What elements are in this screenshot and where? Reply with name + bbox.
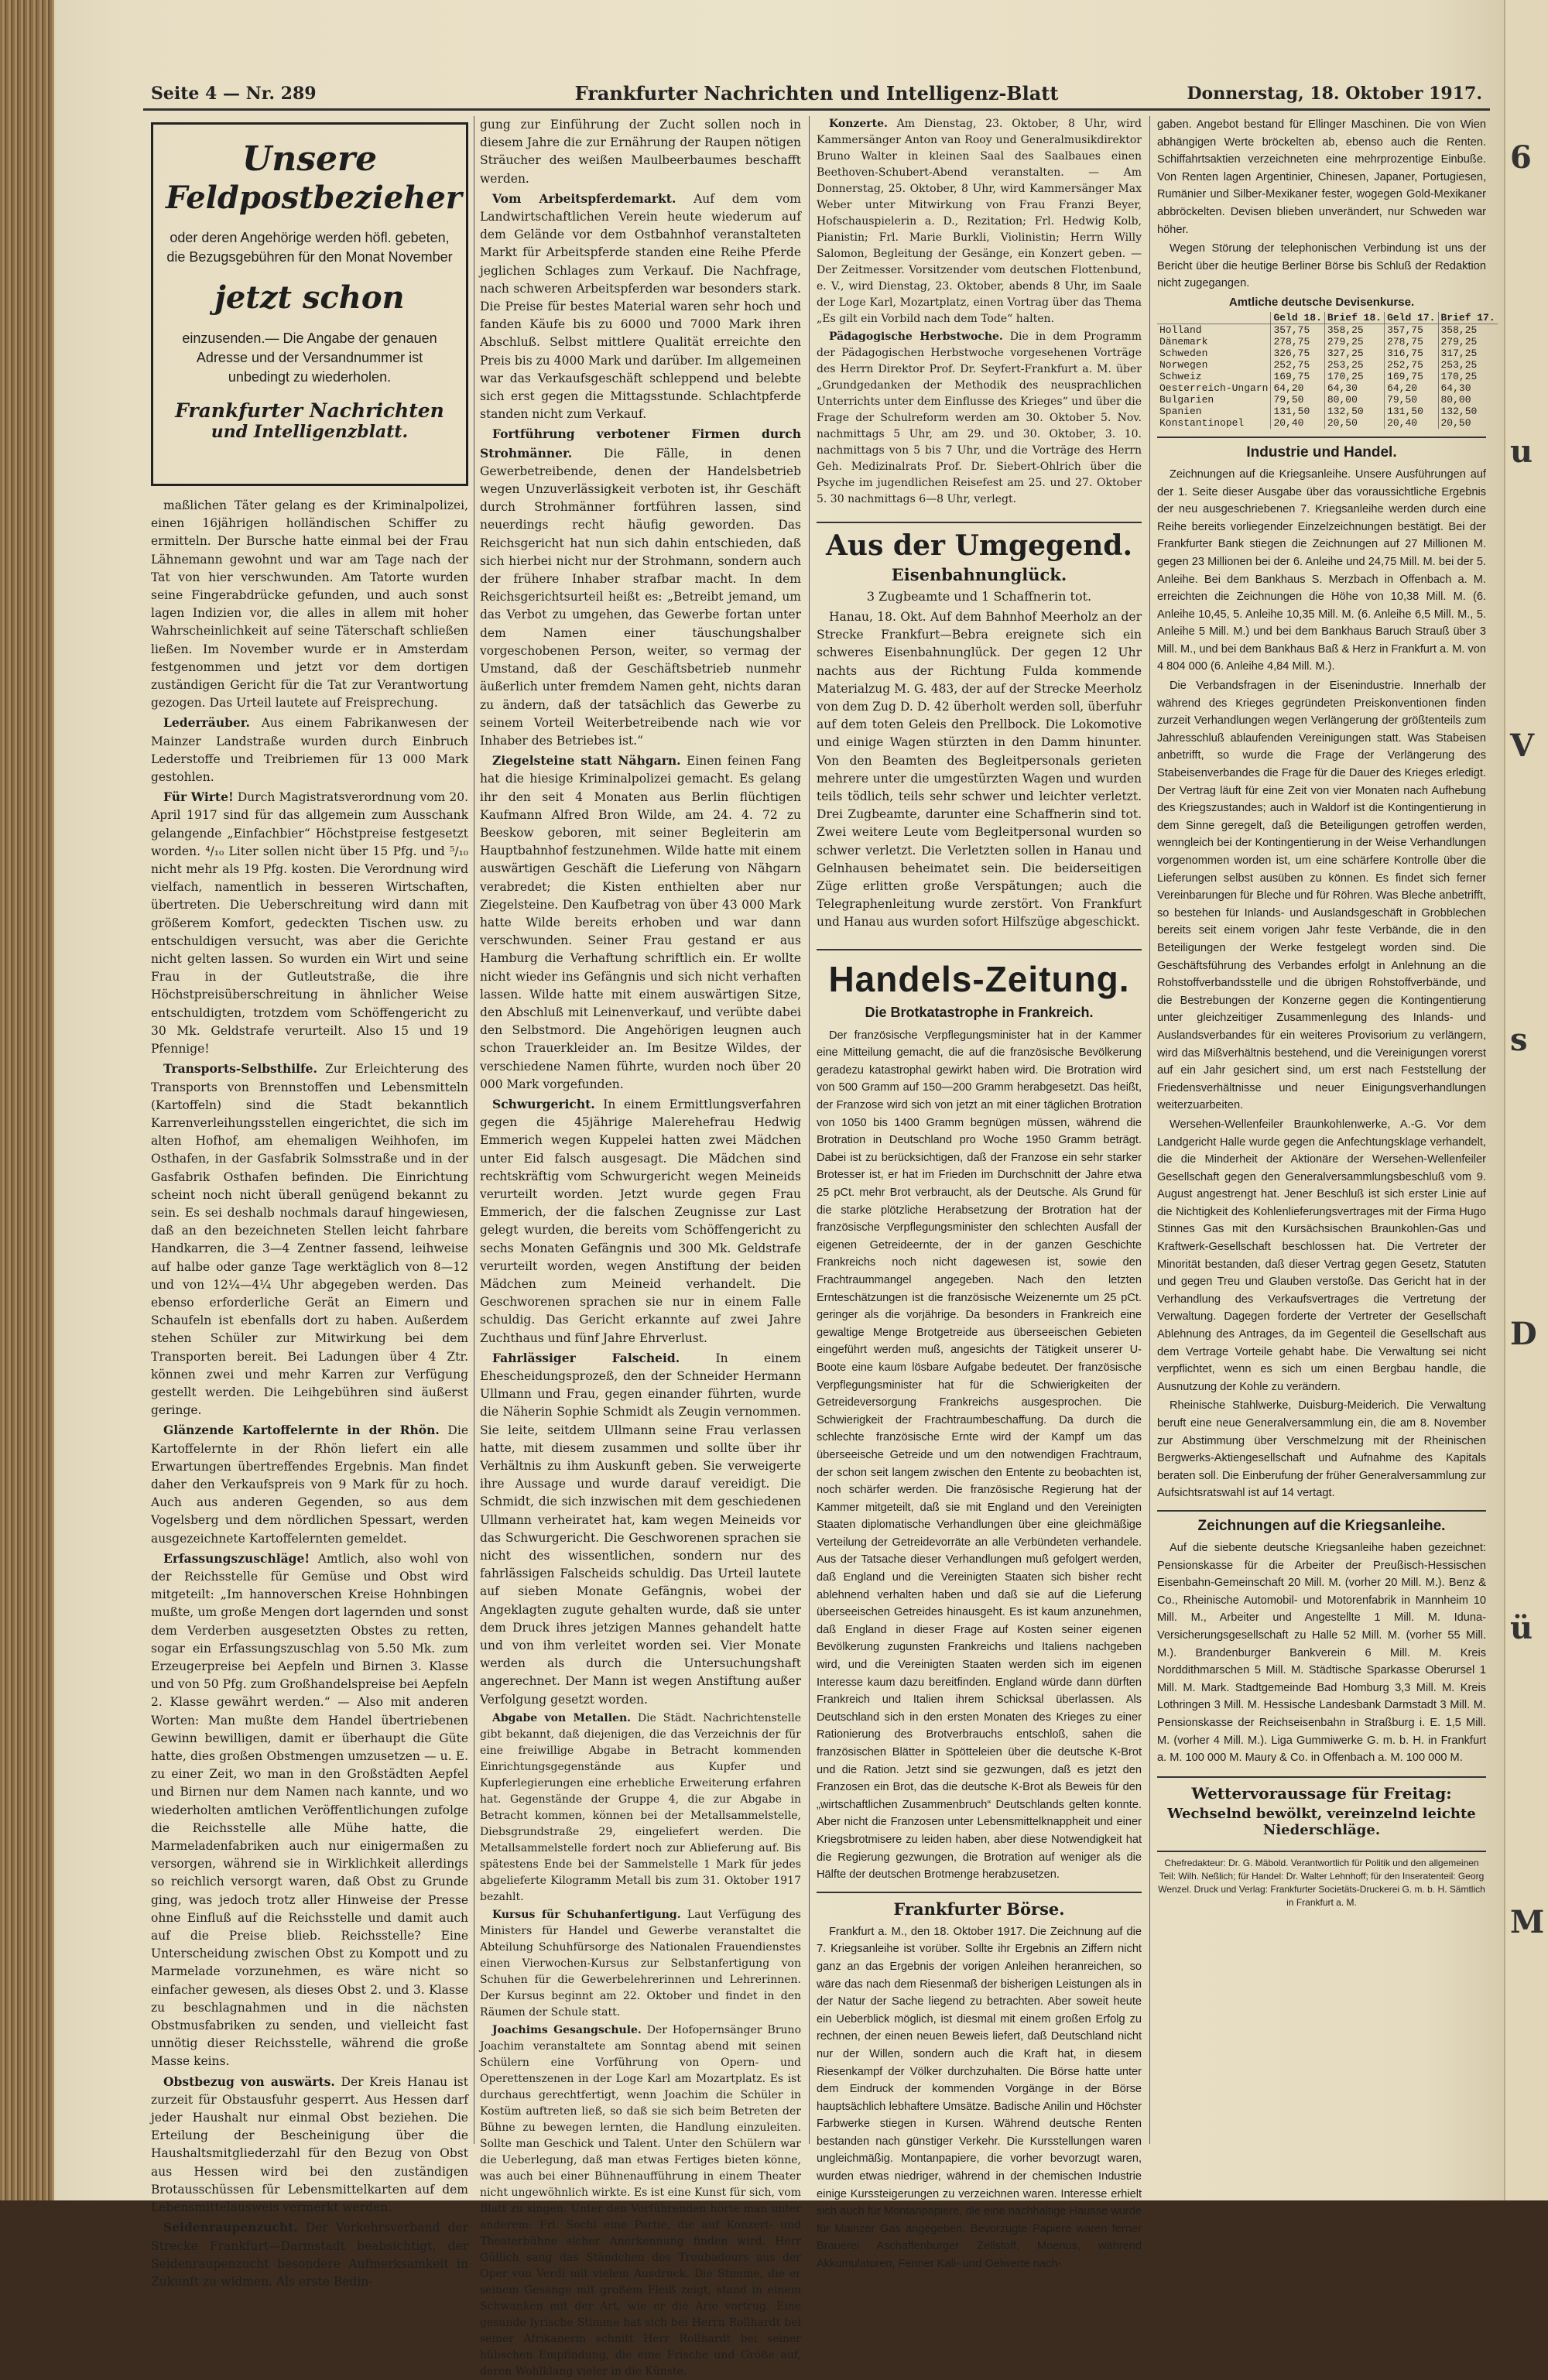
ad-body-2: einzusenden.— Die Angabe der genauen Adresse und der Versandnummer ist unbedingt zu wiederholen. (182, 330, 437, 385)
article-paragraph: Fortführung verbotener Firmen durch Strohmänner. Die Fälle, in denen Gewerbetreibende, denen der Handelsbetrieb wegen Unzuverlässigkeit verboten ist, ihr Geschäft durch Strohmänner fortführen lassen, sind neuerdings recht häufig geworden. Das Reichsgericht hat nun sich dahin entschieden, daß sich hierbei nicht nur der Strohmann, sondern auch der frühere Inhaber strafbar macht. In dem Reichsgerichtsurteil heißt es: „Betreibt jemand, um das Verbot zu umgehen, das Gewerbe fortan unter dem Namen einer täuschungshalber vorgeschobenen Person, weiter, so vermag der Umstand, daß der Geschäftsbetrieb nunmehr äußerlich unter fremdem Namen geht, nichts daran zu ändern, daß der tatsächlich das Gewerbe zu seinem Vorteil Weiterbetreibende nach wie vor Inhaber des Betriebes ist.“ (480, 426, 801, 748)
weather-heading: Wettervoraussage für Freitag: (1191, 1783, 1452, 1803)
table-cell: 132,50 (1440, 405, 1478, 417)
article-paragraph: Der französische Verpflegungsminister hat in der Kammer eine Mitteilung gemacht, die auf die französische Bevölkerung geradezu katastrophal gewirkt haben wird. Die Brotration wird von 500 Gramm auf 150—200 Gramm herabgesetzt. Das heißt, der Franzose wird sich von jetzt an mit einer täglichen Brotration von 1050 bis 1400 Gramm begnügen müssen, während die Brotration in Deutschland pro Woche 1950 Gramm beträgt. Dabei ist zu berücksichtigen, daß der Franzose ein sehr starker Brotesser ist, er hat im Frieden im Durchschnitt der Jahre etwa 25 pCt. mehr Brot verbraucht, als der Deutsche. Als Grund für die starke plötzliche Herabsetzung der Brotration hat der französische Verpflegungsminister den schlechten Ausfall der eigenen Getreideernte, der in der ganzen Geschichte Frankreichs noch nicht dagewesen ist, sowie den Frachtraummangel angegeben. Nach den letzten Ernteschätzungen ist die französische Weizenernte um 25 pCt. geringer als die vorjährige. Da besonders in Frankreich eine gewaltige Menge Brotgetreide aus überseeischen Gebieten eingeführt werden muß, angesichts der Tätigkeit unserer U-Boote eine kaum lösbare Aufgabe bedeutet. Der französische Verpflegungsminister hat für die Schwierigkeiten der Getreideversorgung Frankreichs ausgesprochen. Die Schwierigkeit der Frachtraumbeschaffung. Da durch die schlechte französische Ernte wird der Kampf um das überseeische Getreide und um den notwendigen Frachtraum, der schon seit langem zwischen den Entente zu beobachten ist, noch schärfer werden. Die französische Regierung hat der Kammer mitgeteilt, daß sie mit England und den Vereinigten Staaten diplomatische Verhandlungen über eine gleichmäßige Verteilung der Getreidevorräte an alle Verbündeten verhandele. Aus der Tatsache dieser Verhandlungen muß gefolgert werden, daß England und die Vereinigten Staaten sich bisher recht ablehnend verhalten haben und daß sie auf die Lieferung überseeischen Getreides hinausgeht. Es ist kaum anzunehmen, daß England in dieser Frage auf Kosten seiner eigenen Bevölkerung zugunsten Frankreichs und Italiens nachgeben wird, und die Vereinigten Staaten werden sich im eigenen Interesse kaum dazu bereitfinden. England würde dann dürften Frankreich und Italien ihrem Schicksal überlassen. Als Deutschland sich in den ersten Monaten des Krieges zu einer Rationierung des Brotverbrauchs entschloß, sahen die französischen Blätter in Spötteleien über die deutsche K-Brot und die Ration. Jetzt sind sie gezwungen, daß es jetzt den Franzosen ein Brot, das die deutsche K-Brot als Beweis für den „wirtschaftlichen Zusammenbruch“ Deutschlands gelten konnte. Aber nicht die Franzosen unter Lebensmittelknappheit und einer Kriegsbrotmisere zu leiden haben, aber diese Notwendigkeit hat die Regierung gezwungen, die Brotration auf weniger als die Hälfte der deutschen Brotmenge herabzusetzen. (817, 1029, 1142, 1882)
table-row (1157, 348, 1498, 359)
weather-box (1157, 1776, 1486, 1838)
subscription-ad (151, 122, 468, 486)
article-paragraph: Frankfurt a. M., den 18. Oktober 1917. Die Zeichnung auf die 7. Kriegsanleihe ist vorüber. Sollte ihr Ergebnis an Ziffern nicht ganz an das Ergebnis der vorigen Anleihen heranreichen, so wäre das nach dem Riesenmaß der bisherigen Leistungen als in der Natur der Sache liegend zu betrachten. Aber soweit heute ein Ueberblick möglich, ist diesmal mit einem großen Erfolg zu rechnen, der einen neuen Beweis liefert, daß Deutschland nicht nur der Willen, sondern auch die Kraft hat, in diesem Riesenkampf der Völker durchzuhalten. Die Börse hatte unter dem Eindruck der kommenden Vorgänge in der Börse hauptsächlich lebhaftere Umsätze. Badische Anilin und Höchster Farbwerke stiegen in Kursen. Während deutsche Renten bestanden nach günstiger Verkehr. Die Kursstellungen waren ungleichmäßig. Montanpapiere, die vorher bevorzugt waren, wurden etwas niedriger, während in der chemischen Industrie einige Kurssteigerungen zu verzeichnen waren. Interesse erhielt sich auch für Montanpapiere, die eine nachhaltige Hausse wurde für Mainzer Gas angegeben. Bevorzugte Papiere waren ferner Brauerei Aschaffenburger Zellstoff, Moenus, während Akkumulatoren, Fenner Kali- und Oelwerte nach- (817, 1925, 1142, 2271)
issue-date: Donnerstag, 18. Oktober 1917. (1187, 84, 1482, 104)
article-paragraph: Hanau, 18. Okt. Auf dem Bahnhof Meerholz an der Strecke Frankfurt—Bebra ereignete sich ein schweres Eisenbahnunglück. Der gegen 12 Uhr nachts aus der Richtung Fulda kommende Materialzug M. G. 483, der auf der Strecke Meerholz von dem Zug D. D. 42 überholt werden soll, überfuhr auf dem toten Geleis den Prellbock. Die Lokomotive und einige Wagen stürzten in den Damm hinunter. Von den Beamten des Begleitpersonals gerieten mehrere unter die umgestürzten Wagen und wurden teils tödlich, teils sehr schwer und leichter verletzt. Drei Zugbeamte, darunter eine Schaffnerin sind tot. Zwei weitere Leute vom Begleitpersonal wurden so schwer verletzt. Die Verletzten sollen in Hanau und Gelnhausen beheimatet sein. Die beiderseitigen Züge erlitten große Verspätungen; auch die Telegraphenleitung wurde zerstört. Von Frankfurt und Hanau aus wurden sofort Hilfszüge abgeschickt. (817, 610, 1142, 930)
adjacent-page-edge (1504, 0, 1548, 2200)
table-cell: Schweiz (1157, 371, 1271, 382)
section-heading: Handels-Zeitung. (817, 949, 1142, 1000)
table-cell: 20,50 (1440, 416, 1471, 429)
article-paragraph: Pädagogische Herbstwoche. Die in dem Programm der Pädagogischen Herbstwoche vorgesehenen Vorträge des Herrn Direktor Prof. Dr. Seyfert-Frankfurt a. M. über „Grundgedanken der Methodik des neusprachlichen Unterrichts unter dem Einflusse des Krieges“ und über die Frage der Schulreform werden am 30. Oktober 5. Nov. nachmittags 5 Uhr, am 29. und 30. Oktober, 3. 10. nachmittags von 5 bis 7 Uhr, und die Vorträge des Herrn Geh. Medizinalrats Prof. Dr. Siebert-Ohlrich über die Psyche im jugendlichen Reisefest am 25. und 27. Oktober 5. 30 nachmittags 6—8 Uhr, verlegt. (817, 330, 1142, 505)
table-cell: Norwegen (1157, 359, 1271, 371)
article-paragraph: Lederräuber. Aus einem Fabrikanwesen der Mainzer Landstraße wurden durch Einbruch Lederstoffe und Treibriemen für 13 000 Mark gestohlen. (151, 715, 468, 785)
book-binding (0, 0, 54, 2200)
article-headline: Ziegelsteine statt Nähgarn. (492, 753, 681, 769)
article-headline: Fortführung verbotener Firmen durch Strohmänner. (480, 426, 801, 461)
article-title: Eisenbahnunglück. (891, 565, 1067, 584)
table-header-cell (1157, 312, 1271, 324)
ad-signature-2: und Intelligenzblatt. (211, 422, 409, 442)
table-row (1157, 359, 1498, 371)
article-headline: Pädagogische Herbstwoche. (829, 330, 1003, 343)
article-headline: Joachims Gesangschule. (492, 2023, 642, 2036)
page-header (143, 77, 1490, 111)
column-1 (151, 116, 468, 2289)
column-3 (817, 116, 1142, 2271)
table-row (1157, 371, 1498, 382)
masthead-title: Frankfurter Nachrichten und Intelligenz-Blatt (574, 82, 1059, 104)
table-header-row (1157, 312, 1498, 324)
page-number: Seite 4 — Nr. 289 (151, 84, 317, 104)
table-row (1157, 417, 1498, 429)
table-header-cell: Geld 18. (1271, 312, 1324, 324)
article-paragraph: gaben. Angebot bestand für Ellinger Maschinen. Die von Wien abhängigen Werte bröckelten ab, ebenso auch die Renten. Schiffahrtsaktien verzeichneten eine mehrprozentige Einbuße. Von Renten lagen Argentinier, Chinesen, Japaner, Portugiesen, Rumänier und Silber-Mexikaner fester, wogegen Gold-Mexikaner abbröckelten. Devisen blieben unverändert, nur Schweden war höher. (1157, 118, 1486, 236)
imprint: Chefredakteur: Dr. G. Mäbold. Verantwortlich für Politik und den allgemeinen Teil: Wilh. Neßlich; für Handel: Dr. Walter Lehnhoff; für den Inseratenteil: Georg Wenzel. Druck und Verlag: Frankfurter Societäts-Druckerei G. m. b. H. Sämtlich in Frankfurt a. M. (1157, 1851, 1486, 1909)
table-cell: 357,75 (1385, 324, 1438, 336)
table-title: Amtliche deutsche Devisenkurse. (1228, 295, 1415, 309)
table-cell: 279,25 (1440, 335, 1478, 348)
article-paragraph: Rheinische Stahlwerke, Duisburg-Meiderich. Die Verwaltung beruft eine neue Generalversammlung ein, die am 8. November zur Abstimmung über Verschmelzung mit der Rheinischen Bergwerks-Aktiengesellschaft und Aufnahme des Kapitals beraten soll. Die Einberufung der früher Generalversammlung zur Aufsichtsratswahl ist auf 14 vertagt. (1157, 1399, 1486, 1500)
table-cell: 317,25 (1440, 347, 1478, 359)
section-heading: Aus der Umgegend. (817, 522, 1142, 562)
article-paragraph: Obstbezug von auswärts. Der Kreis Hanau ist zurzeit für Obstausfuhr gesperrt. Aus Hessen darf jeder Haushalt nur einmal Obst beziehen. Die Erteilung der Bescheinigung über die Haushaltsmitgliederzahl für den Bezug von Obst aus Hessen wird bei den zuständigen Brotausschüssen für Lebensmittelkarten auf dem Lebensmittelausweis vermerkt werden. (151, 2074, 468, 2215)
article-headline: Fahrlässiger Falscheid. (492, 1350, 680, 1365)
exchange-rate-table (1157, 312, 1498, 429)
table-cell: 64,20 (1271, 382, 1324, 394)
edge-glyph: ü (1510, 1610, 1533, 1646)
table-row (1157, 406, 1498, 417)
table-header-cell: Geld 17. (1385, 312, 1438, 324)
table-row (1157, 394, 1498, 406)
table-cell: 79,50 (1385, 394, 1438, 406)
article-headline: Für Wirte! (163, 789, 234, 805)
table-cell: 80,00 (1440, 393, 1471, 406)
weather-forecast: Wechselnd bewölkt, vereinzelnd leichte Niederschläge. (1167, 1805, 1476, 1838)
section-heading: Zeichnungen auf die Kriegsanleihe. (1157, 1510, 1486, 1535)
table-cell: Holland (1157, 324, 1271, 336)
article-paragraph: Ziegelsteine statt Nähgarn. Einen feinen Fang hat die hiesige Kriminalpolizei gemacht. Es gelang ihr den seit 4 Monaten aus Berlin flüchtigen Kaufmann Alfred Bron Wilde, am 24. 4. 72 zu Beeskow geboren, mit seiner Begleiterin am Hauptbahnhof festzunehmen. Wilde hatte mit einem auswärtigen Geschäft die Lieferung von Nähgarn verabredet; die Kisten enthielten aber nur Ziegelsteine. Den Kaufbetrag von über 43 000 Mark hatte Wilde bereits erhoben und war dann verschwunden. Seiner Frau gestand er aus Hamburg die Verhaftung schriftlich ein. Er wollte nicht wieder ins Gefängnis und sich nicht verhaften lassen. Wilde hatte mit einem auswärtigen Sitze, den Abschluß mit Leinenverkauf, und verübte dabei den Selbstmord. Die Angehörigen leugnen auch schon Trauerkleider an. Im Besitze Wildes, der verschiedene Namen führte, wurden noch über 20 000 Mark vorgefunden. (480, 753, 802, 1091)
article-paragraph: Für Wirte! Durch Magistratsverordnung vom 20. April 1917 sind für das allgemein zum Ausschank gelangende „Einfachbier“ Höchstpreise festgesetzt worden. ⁴/₁₀ Liter sollen nicht über 15 Pfg. und ⁵/₁₀ nicht mehr als 19 Pfg. kosten. Die Verordnung wird vielfach, namentlich in besseren Wirtschaften, übertreten. Die Ueberschreitung wird dann mit größerem Komfort, gedeckten Tischen usw. zu entschuldigen versucht, was aber die Gerichte nicht gelten lassen. So wurden ein Wirt und seine Frau in der Gutleutstraße, die ihre Höchstpreisüberschreitung in ähnlicher Weise entschuldigten, trotzdem vom Schöffengericht zu 30 Mk. Geldstrafe verurteilt. Also 15 und 19 Pfennige! (151, 789, 468, 1056)
article-paragraph: Die Verbandsfragen in der Eisenindustrie. Innerhalb der während des Krieges gegründeten Preiskonventionen finden zurzeit Verhandlungen wegen Verlängerung der größtenteils zum Jahresschluß ablaufenden Vereinigungen statt. Was Stabeisen anbetrifft, so wurde die Frage der Verlängerung des Stabeisenverbandes die Frage für die Dauer des Krieges erledigt. Der Vertrag läuft für eine Zeit von vier Monaten nach Aufhebung des Kriegszustandes; auch in Waldorf ist die Kontingentierung in dem Sinne geregelt, daß die Beteiligungen getroffen werden, wenngleich bei der Kontingentierung in der Weise Verhandlungen vorgenommen worden ist, um eine schärfere Kontrolle über die Lieferungen selbst ausüben zu können. Es findet sich ferner Vereinbarungen für Bleche und für Röhren. Was Bleche anbetrifft, so bestehen für Inlands- und Auslandsgeschäft in Grobblechen bereits seit einem vorigen Jahr feste Verbände, die in den Beteiligungen der Werke festgelegt worden sind. Die Geschäftsführung des Verbandes erfolgt in Anlehnung an die Rohstoffverbandsstelle und die übrigen Rohstoffverbände, und die Bestrebungen der Konzerne gegen die Kontingentierung unter gleichzeitiger Zusammenlegung des Inlands- und Auslandsverbandes für ein weiteres Provisorium zu verlängern, wird das Mißverhältnis bestehend, und die Vereinigungen vorerst auf ein Jahr gesichert sind, um erst nach Feststellung der Friedensverhältnisse und neuer Einigungsverhandlungen weiterzuarbeiten. (1157, 680, 1486, 1112)
table-cell: 357,75 (1271, 324, 1324, 336)
column-divider (1149, 116, 1150, 2144)
table-cell: 169,75 (1385, 371, 1438, 382)
article-headline: Vom Arbeitspferdemarkt. (492, 190, 676, 206)
column-4 (1157, 116, 1495, 2144)
article-title: Frankfurter Börse. (817, 1892, 1142, 1919)
ad-signature: Frankfurter Nachrichten (175, 399, 444, 422)
table-cell: Dänemark (1157, 336, 1271, 348)
table-header-cell: Brief 17. (1438, 312, 1498, 324)
table-cell: 64,30 (1324, 382, 1384, 394)
ad-emphasis: jetzt schon (214, 279, 405, 316)
article-headline: Obstbezug von auswärts. (163, 2074, 335, 2089)
table-cell: 253,25 (1324, 359, 1384, 371)
table-cell: 358,25 (1324, 324, 1384, 336)
table-cell: Bulgarien (1157, 394, 1271, 406)
table-cell: 358,25 (1440, 324, 1478, 336)
table-cell: 253,25 (1440, 358, 1478, 371)
table-cell: 326,75 (1271, 348, 1324, 359)
table-cell: 170,25 (1324, 371, 1384, 382)
article-paragraph: Zeichnungen auf die Kriegsanleihe. Unsere Ausführungen auf der 1. Seite dieser Ausgabe über das voraussichtliche Ergebnis der neu ausgeschriebenen 7. Kriegsanleihe werden durch eine Reihe bereits vorliegender Einzelzeichnungen bestätigt. Bei der Frankfurter Bank stiegen die Zeichnungen auf 27 Millionen M. gegen 23 Millionen bei der 6. Anleihe und 24,75 Mill. M. bei der 5. Anleihe. Bei dem Bankhaus S. Merzbach in Offenbach a. M. erreichten die Zeichnungen die Höhe von 10,38 Mill. M. (6. Anleihe 10,45, 5. Anleihe 10,35 Mill. M. (6. Anleihe 6,5 Mill. M., 5. Anleihe 5 Mill. M.) und bei dem Bankhaus Baruch Strauß über 3 Mill. M., und bei dem Bankhaus Baß & Herz in Frankfurt a. M. von 4 804 000 (6. Anleihe 4,84 Mill. M.). (1157, 467, 1487, 673)
table-cell: Oesterreich-Ungarn (1157, 382, 1271, 394)
article-paragraph: maßlichen Täter gelang es der Kriminalpolizei, einen 16jährigen holländischen Schiffer zu ermitteln. Der Bursche hatte einmal bei der Frau Lähnemann gewohnt und war am Tage nach der Tat von hier verschwunden. Am Tatorte wurden seine Fingerabdrücke gefunden, und auch sonst lagen Indizien vor, die alles in allem mit hoher Wahrscheinlichkeit auf seine Täterschaft schließen ließen. Im November wurde er in Amsterdam festgenommen und jetzt vor dem dortigen zuständigen Gericht für die Tat zur Verantwortung gezogen. Das Urteil lautete auf Freisprechung. (151, 498, 468, 711)
article-paragraph: Wegen Störung der telephonischen Verbindung ist uns der Bericht über die heutige Berliner Börse bis Schluß der Redaktion nicht zugegangen. (1157, 242, 1486, 290)
table-cell: 64,30 (1440, 382, 1471, 394)
table-cell: 279,25 (1324, 336, 1384, 348)
edge-glyph: 6 (1510, 139, 1532, 176)
table-cell: 79,50 (1271, 394, 1324, 406)
article-headline: Erfassungszuschläge! (163, 1550, 310, 1566)
edge-glyph: s (1510, 1022, 1528, 1058)
table-row (1157, 382, 1498, 394)
article-paragraph: gung zur Einführung der Zucht sollen noch in diesem Jahre die zur Ernährung der Raupen nötigen Sträucher des weißen Maulbeerbaumes beschafft werden. (480, 118, 801, 186)
column-divider (809, 116, 810, 2144)
article-headline: Seidenraupenzucht. (163, 2220, 298, 2235)
column-2 (480, 116, 802, 2378)
article-paragraph: Auf die siebente deutsche Kriegsanleihe haben gezeichnet: Pensionskasse für die Arbeiter der Preußisch-Hessischen Eisenbahn-Gemeinschaft 20 Mill. M. (vorher 20 Mill. M.). Benz & Co., Rheinische Automobil- und Motorenfabrik in Mannheim 10 Mill. M., Arbeiter und Angestellte 1 Mill. M. Iduna-Versicherungsgesellschaft zu Halle 52 Mill. M. (vorher 55 Mill. M.). Brandenburger Bankverein 6 Mill. M. Kreis Norddithmarschen 5 Mill. M. Städtische Sparkasse Oberursel 1 Mill. M. Mark. Stadtgemeinde Bad Homburg 3,3 Mill. M. Kreis Lothringen 3 Mill. M. Hessische Landesbank Darmstadt 3 Mill. M. Pensionskasse der Reichseisenbahn in Straßburg i. E. 1,5 Mill. M. (vorher 4 Mill. M.). Liga Gummiwerke G. m. b. H. in Frankfurt a. M. 100 000 M. Maury & Co. in Offenbach a. M. 100 000 M. (1157, 1541, 1486, 1765)
article-paragraph: Fahrlässiger Falscheid. In einem Ehescheidungsprozeß, den der Schneider Hermann Ullmann und Frau, gegen einander führten, wurde die Näherin Sophie Schmidt als Zeugin vernommen. Sie leite, seitdem Ullmann seine Frau verlassen hatte, mit diesem zusammen und sollte über ihr Verhältnis zu ihm Auskunft geben. Sie verweigerte ihre Aussage und wurde darauf vereidigt. Die Schmidt, die sich inzwischen mit dem geschiedenen Ullmann verheiratet hat, kam wegen Meineids vor das Schwurgericht. Die Geschworenen sprachen sie nicht des wissentlichen, sondern nur des fahrlässigen Falscheids schuldig. Das Urteil lautete auf sieben Monate Gefängnis, wobei der Angeklagten zugute gehalten wurde, daß sie unter dem Druck ihres jetzigen Mannes gehandelt hatte und von ihm verleitet worden sei. Vier Monate werden als durch die Untersuchungshaft angerechnet. Der Mann ist wegen Anstiftung außer Verfolgung gesetzt worden. (480, 1350, 801, 1707)
article-paragraph: Seidenraupenzucht. Der Verkehrsverband der Strecke Frankfurt—Darmstadt beabsichtigt, der Seidenraupenzucht besondere Aufmerksamkeit in Zukunft zu widmen. Als erste Bedin- (151, 2220, 468, 2289)
article-subtitle: 3 Zugbeamte und 1 Schaffnerin tot. (866, 589, 1092, 604)
article-headline: Transports-Selbsthilfe. (163, 1061, 317, 1077)
article-headline: Kursus für Schuhanfertigung. (492, 1908, 681, 1921)
table-cell: Konstantinopel (1157, 417, 1271, 429)
table-cell: 278,75 (1271, 336, 1324, 348)
table-cell: 20,40 (1271, 417, 1324, 429)
table-cell: 278,75 (1385, 336, 1438, 348)
table-cell: 20,40 (1385, 417, 1438, 429)
table-cell: 252,75 (1271, 359, 1324, 371)
table-cell: Spanien (1157, 406, 1271, 417)
table-cell: 169,75 (1271, 371, 1324, 382)
article-headline: Lederräuber. (163, 715, 250, 731)
table-cell: 80,00 (1324, 394, 1384, 406)
article-paragraph: Schwurgericht. In einem Ermittlungsverfahren gegen die 45jährige Malerehefrau Hedwig Emmerich wegen Kuppelei hatten zwei Mädchen unter Eid falsch ausgesagt. Die Mädchen sind rechtskräftig vom Schwurgericht wegen Meineids verurteilt worden. Jetzt wurde gegen Frau Emmerich, der die falschen Zeugnisse zur Last gelegt wurden, die bereits vom Schöffengericht zu sechs Monaten Gefängnis und 300 Mk. Geldstrafe verurteilt worden, wegen Anstiftung der beiden Mädchen zum Meineid verhandelt. Die Geschworenen sprachen sie nur in einem Falle schuldig. Das Gericht erkannte auf zwei Jahre Zuchthaus und fünf Jahre Ehrverlust. (480, 1096, 801, 1345)
table-cell: 252,75 (1385, 359, 1438, 371)
edge-glyph: M (1510, 1904, 1545, 1940)
article-paragraph: Erfassungszuschläge! Amtlich, also wohl von der Reichsstelle für Gemüse und Obst wird mitgeteilt: „Im hannoverschen Kreise Hohnbingen mußte, um große Mengen dort lagernden und sonst dem Verderben ausgesetzten Obstes zu retten, sogar ein Erfassungszuschlag von 5.50 Mk. zum Erzeugerpreise bei Aepfeln und Birnen 3. Klasse und von 50 Pfg. zum Großhandelspreise bei Aepfeln 2. Klasse gewährt werden.“ — Also mit anderen Worten: Man mußte dem Handel übertriebenen Gewinn bewilligen, damit er überhaupt die Güte hatte, dies großen Obstmengen umzusetzen — u. E. zu einer Zeit, wo man in den Großstädten Aepfel und Birnen nur dem Namen nach kannte, und wo wiederholten amtlichen Veröffentlichungen zufolge die Reichsstelle alle Mühe hatte, die Marmeladenfabriken auch nur einigermaßen zu versorgen, während sie in Wirklichkeit allerdings so reichlich versorgt waren, daß Obst zu Grunde ging, was jedoch trotz aller Hinweise der Presse ohne Einfluß auf die Reichsstelle und damit auch auf die Preise blieb. Reichsstelle? Eine Unterscheidung zwischen Obst zu Kompott und zu Marmelade vorzunehmen, es wäre nicht so einfacher gewesen, als dieses Obst 2. und 3. Klasse zu beschlagnahmen und in die nächsten Obstmusfabriken zu senden, und vielleicht fast unnötig dieser Reichsstelle, während die große Masse keins. (151, 1550, 468, 2069)
edge-glyph: u (1510, 433, 1533, 470)
table-cell: Schweden (1157, 348, 1271, 359)
article-paragraph: Konzerte. Am Dienstag, 23. Oktober, 8 Uhr, wird Kammersänger Anton van Rooy und Generalmusikdirektor Bruno Walter in kleinen Saal des Saalbaues einen Beethoven-Schubert-Abend veranstalten. — Am Donnerstag, 25. Oktober, 8 Uhr, wird Kammersänger Max Weber unter Mitwirkung von Frau Franzi Beyer, Hofschauspielerin a. D., Rezitation; Frl. Hedwig Kolb, Pianistin; Frl. Marie Burkli, Violinistin; Herrn Willy Salomon, Begleitung der Gesänge, ein Konzert geben. — Der Zeitmesser. Vorsitzender vom deutschen Flottenbund, e. V., wird Dienstag, 23. Oktober, abends 8 Uhr, im Saale der Loge Karl, Mozartplatz, einen Vortrag über das Thema „Es gilt ein Vorbild nach dem Tode“ halten. (817, 118, 1142, 325)
ad-body: oder deren Angehörige werden höfl. gebeten, die Bezugsgebühren für den Monat November (166, 230, 453, 265)
article-paragraph: Joachims Gesangschule. Der Hofopernsänger Bruno Joachim veranstaltete am Sonntag abend mit seinen Schülern eine Vorführung von Opern- und Operettenszenen in der Loge Karl am Mozartplatz. Es ist durchaus gerechtfertigt, wenn Joachim die Schüler in Kostüm auftreten ließ, so daß sie sich beim Betreten der Bühne zu bewegen lernten, die Handlung einzuleiten. Sollte man Geschick und Talent. Unter den Schülern war die Ueberlegung, daß man etwas Fertiges bieten könne, was auch bei einer Bühnenaufführung in einem Theater nicht ungewöhnlich wirkte. Es ist eine Kunst für sich, vom Blatt zu singen. Unter den Vorführenden hörte man unter anderem: Frl. Sochi eine Partie, die auf Konzert- und Theaterbühne sicher Anerkennung finden wird. Herr Güllich sang das Ständchen des Troubadours aus der Oper von Verdi mit vielem Ausdruck. Die Stimme, die er seinem Gesange mit großem Fleiß zeigt, stand in einem Schwanken mit der Art, wie er die Arie vortrug. Eine gesunde lyrische Stimme hat sich bei Herrn Rollhardt bei seiner Afrikanerin schnitt Herr Rollhardt bei seiner hübschen Empfindung, die eine Frische und Größe auf, deren Wohlklang vieler in die Künste. (480, 2023, 801, 2378)
table-cell: 327,25 (1324, 348, 1384, 359)
article-title: Die Brotkatastrophe in Frankreich. (865, 1004, 1094, 1020)
table-row (1157, 336, 1498, 348)
table-cell: 170,25 (1440, 370, 1478, 382)
section-heading: Industrie und Handel. (1157, 437, 1486, 461)
table-cell: 131,50 (1385, 406, 1438, 417)
article-headline: Abgabe von Metallen. (492, 1711, 632, 1724)
article-paragraph: Glänzende Kartoffelernte in der Rhön. Die Kartoffelernte in der Rhön liefert ein alle Erwartungen übertreffendes Ergebnis. Man findet daher den Verkaufspreis von 9 Mark für zu hoch. Auch aus anderen Gegenden, so aus dem Vogelsberg und dem nördlichen Spessart, werden ausgezeichnete Kartoffelernten gemeldet. (151, 1423, 468, 1546)
article-paragraph: Vom Arbeitspferdemarkt. Auf dem vom Landwirtschaftlichen Verein heute wiederum auf dem Gelände vor dem Ostbahnhof veranstalteten Markt für Arbeitspferde standen eine Reihe Pferde jeglichen Schlages zum Verkauf. Die Nachfrage, nach schweren Arbeitspferden war besonders stark. Die Preise für bestes Material waren sehr hoch und fanden Käufe bis zu 6000 und 7000 Mark ihren Abschluß. Selbst mittlere Qualität erreichte den Preis bis zu 4000 Mark und darüber. Im allgemeinen war das Verkaufsgeschäft schleppend und belebte sich erst gegen die Mittagsstunde. Schlachtpferde standen nicht zum Verkauf. (480, 190, 801, 422)
article-paragraph: Wersehen-Wellenfeiler Braunkohlenwerke, A.-G. Vor dem Landgericht Halle wurde gegen die Anfechtungsklage verhandelt, die die Minderheit der Aktionäre der Wersehen-Wellenfeiler Gesellschaft gegen den Generalversammlungsbeschluß vom 9. August angestrengt hat. Jener Beschluß ist sich erster Linie auf die Nichtigkeit des Kohlenlieferungsvertrages mit der Firma Hugo Stinnes Gas mit den Kursächsischen Braunkohlen-Gas und Kraftwerk-Gesellschaft beschlossen hat. Die Vertreter der Minorität bestanden, daß dieser Vertrag gegen Gesetz, Statuten und gegen Treu und Glauben verstoße. Das Gericht hat in der Verhandlung des Verkaufsvertrages die Vertretung der Verwaltung. Dagegen forderte der Vertreter der Gesellschaft Ablehnung des Antrages, da im Gegenteil die Gesellschaft aus dem Vertrage Vorteile gehabt habe. Die Verwaltung sei nicht verpflichtet, wenn es sich um einen Bergbau handle, die Ausnutzung der Kohle zu verändern. (1157, 1118, 1486, 1393)
ad-title-2: Feldpostbezieher (166, 180, 462, 216)
edge-glyph: D (1510, 1316, 1537, 1352)
table-cell: 316,75 (1385, 348, 1438, 359)
table-cell: 132,50 (1324, 406, 1384, 417)
table-cell: 20,50 (1324, 417, 1384, 429)
article-paragraph: Abgabe von Metallen. Die Städt. Nachrichtenstelle gibt bekannt, daß diejenigen, die das Verzeichnis der für eine freiwillige Abgabe in Betracht kommenden Einrichtungsgegenstände aus Kupfer und Kupferlegierungen eine erhebliche Erweiterung erfahren hat. Gegenstände der Gruppe 4, die zur Abgabe in Betracht kommen, können bei der Metallsammelstelle, Diebsgrundstraße 29, eingeliefert werden. Die Metallsammelstelle fordert noch zur Ablieferung auf. Bis spätestens Ende bei der Sammelstelle 1 Mark für jedes abgelieferte Kilogramm Metall bis zum 31. Oktober 1917 bezahlt. (480, 1711, 801, 1903)
article-paragraph: Transports-Selbsthilfe. Zur Erleichterung des Transports von Brennstoffen und Lebensmitteln (Kartoffeln) sind die Stadt bekanntlich Karrenverleihungsstellen eingerichtet, die sich im alten Hofhof, am ehemaligen Weihhofen, im Osthafen, in der Gasfabrik Solmsstraße und in der Gasfabrik Osthafen befinden. Die Einrichtung scheint noch nicht überall genügend bekannt zu sein. Es sei deshalb nochmals darauf hingewiesen, daß an den bezeichneten Stellen leicht fahrbare Handkarren, die 3—4 Zentner fassend, leihweise auf halbe oder ganze Tage werktäglich von 8—12 und von 12¼—4¼ Uhr abgegeben werden. Das ebenso erforderliche Gerät an Eimern und Schaufeln ist ebenfalls dort zu haben. Außerdem stehen Schüler zur Mitwirkung bei dem Transporten bereit. Bei Ladungen über 4 Ztr. können zwei und mehr Karren zur Verfügung gestellt werden. Die Leihgebühren sind äußerst geringe. (151, 1061, 468, 1418)
article-headline: Glänzende Kartoffelernte in der Rhön. (163, 1423, 440, 1438)
table-cell: 131,50 (1271, 406, 1324, 417)
table-cell: 64,20 (1385, 382, 1438, 394)
article-headline: Schwurgericht. (492, 1096, 595, 1111)
table-row (1157, 324, 1498, 336)
table-header-cell: Brief 18. (1324, 312, 1384, 324)
article-headline: Konzerte. (829, 118, 888, 130)
edge-glyph: V (1510, 728, 1535, 764)
article-paragraph: Kursus für Schuhanfertigung. Laut Verfügung des Ministers für Handel und Gewerbe veranstaltet die Abteilung Schuhfürsorge des Nationalen Frauendienstes einen Vierwochen-Kursus zur Selbstanfertigung von Schuhen für die Gewerbelehrerinnen und Lehrerinnen. Der Kursus beginnt am 22. Oktober und findet in den Räumen der Schule statt. (480, 1908, 801, 2019)
ad-title: Unsere (241, 139, 378, 179)
